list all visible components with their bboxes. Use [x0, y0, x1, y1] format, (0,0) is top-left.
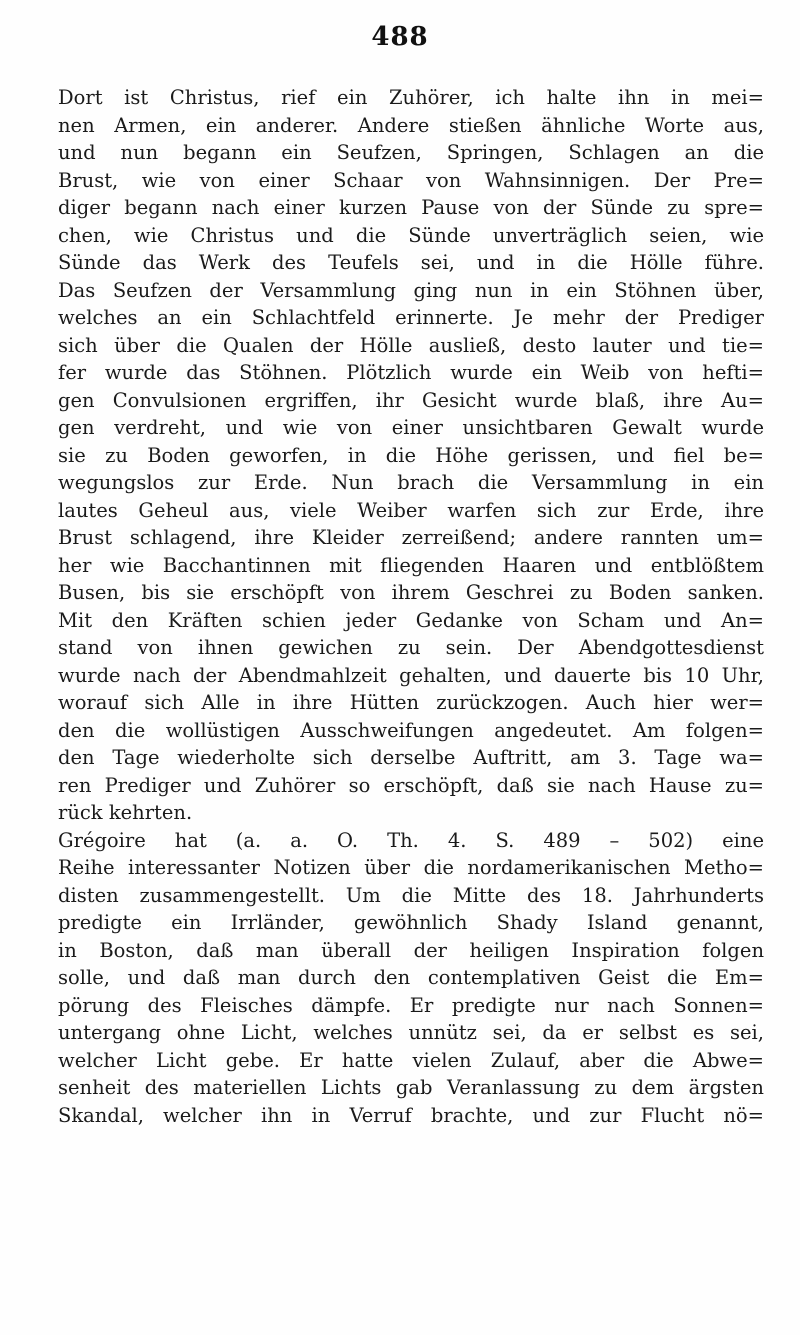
text-line: gen Convulsionen ergriffen, ihr Gesicht wurde blaß, ihre Au= [58, 388, 764, 412]
text-line: den die wollüstigen Ausschweifungen angedeutet. Am folgen= [58, 718, 764, 742]
text-line: Busen, bis sie erschöpft von ihrem Geschrei zu Boden sanken. [58, 581, 764, 604]
paragraph [58, 827, 764, 1130]
text-line: Grégoire hat (a. a. O. Th. 4. S. 489 – 502) eine [58, 828, 764, 852]
text-line: gen verdreht, und wie von einer unsichtbaren Gewalt wurde [58, 416, 764, 439]
text-line: wegungslos zur Erde. Nun brach die Versammlung in ein [58, 471, 764, 494]
text-line: disten zusammengestellt. Um die Mitte des 18. Jahrhunderts [58, 883, 764, 907]
text-line: Dort ist Christus, rief ein Zuhörer, ich halte ihn in mei= [58, 86, 764, 109]
text-line: sich über die Qualen der Hölle ausließ, desto lauter und tie= [58, 333, 764, 357]
text-line: untergang ohne Licht, welches unnütz sei, da er selbst es sei, [58, 1021, 764, 1044]
text-line: Sünde das Werk des Teufels sei, und in die Hölle führe. [58, 251, 764, 274]
text-line: diger begann nach einer kurzen Pause von der Sünde zu spre= [58, 196, 764, 219]
text-line: wurde nach der Abendmahlzeit gehalten, und dauerte bis 10 Uhr, [58, 663, 764, 687]
text-line: Skandal, welcher ihn in Verruf brachte, und zur Flucht nö= [58, 1103, 764, 1127]
text-line: rück kehrten. [58, 801, 193, 824]
text-line: stand von ihnen gewichen zu sein. Der Abendgottesdienst [58, 636, 764, 659]
text-line: und nun begann ein Seufzen, Springen, Schlagen an die [58, 141, 764, 164]
text-line: Brust schlagend, ihre Kleider zerreißend; andere rannten um= [58, 526, 764, 549]
text-line: chen, wie Christus und die Sünde unverträglich seien, wie [58, 223, 764, 247]
text-line: pörung des Fleisches dämpfe. Er predigte nur nach Sonnen= [58, 993, 764, 1017]
text-line: Mit den Kräften schien jeder Gedanke von Scham und An= [58, 608, 764, 632]
page-number: 488 [371, 22, 429, 52]
text-line: solle, und daß man durch den contemplativen Geist die Em= [58, 966, 764, 989]
text-line: fer wurde das Stöhnen. Plötzlich wurde ein Weib von hefti= [58, 361, 764, 384]
text-line: predigte ein Irrländer, gewöhnlich Shady Island genannt, [58, 911, 764, 934]
body-text [58, 84, 764, 1129]
text-line: Brust, wie von einer Schaar von Wahnsinnigen. Der Pre= [58, 168, 764, 192]
text-line: den Tage wiederholte sich derselbe Auftritt, am 3. Tage wa= [58, 746, 764, 769]
text-line: worauf sich Alle in ihre Hütten zurückzogen. Auch hier wer= [58, 691, 764, 714]
text-line: sie zu Boden geworfen, in die Höhe gerissen, und fiel be= [58, 443, 764, 467]
text-line: welcher Licht gebe. Er hatte vielen Zulauf, aber die Abwe= [58, 1048, 764, 1072]
text-line: welches an ein Schlachtfeld erinnerte. Je mehr der Prediger [58, 306, 764, 329]
text-line: senheit des materiellen Lichts gab Veranlassung zu dem ärgsten [58, 1076, 764, 1099]
text-line: in Boston, daß man überall der heiligen Inspiration folgen [58, 938, 764, 962]
text-line: Reihe interessanter Notizen über die nordamerikanischen Metho= [58, 856, 764, 879]
text-line: ren Prediger und Zuhörer so erschöpft, daß sie nach Hause zu= [58, 773, 764, 797]
text-line: nen Armen, ein anderer. Andere stießen ähnliche Worte aus, [58, 113, 764, 137]
text-line: lautes Geheul aus, viele Weiber warfen sich zur Erde, ihre [58, 498, 764, 522]
paragraph [58, 84, 764, 827]
text-line: Das Seufzen der Versammlung ging nun in ein Stöhnen über, [58, 278, 764, 302]
text-line: her wie Bacchantinnen mit fliegenden Haaren und entblößtem [58, 553, 764, 577]
